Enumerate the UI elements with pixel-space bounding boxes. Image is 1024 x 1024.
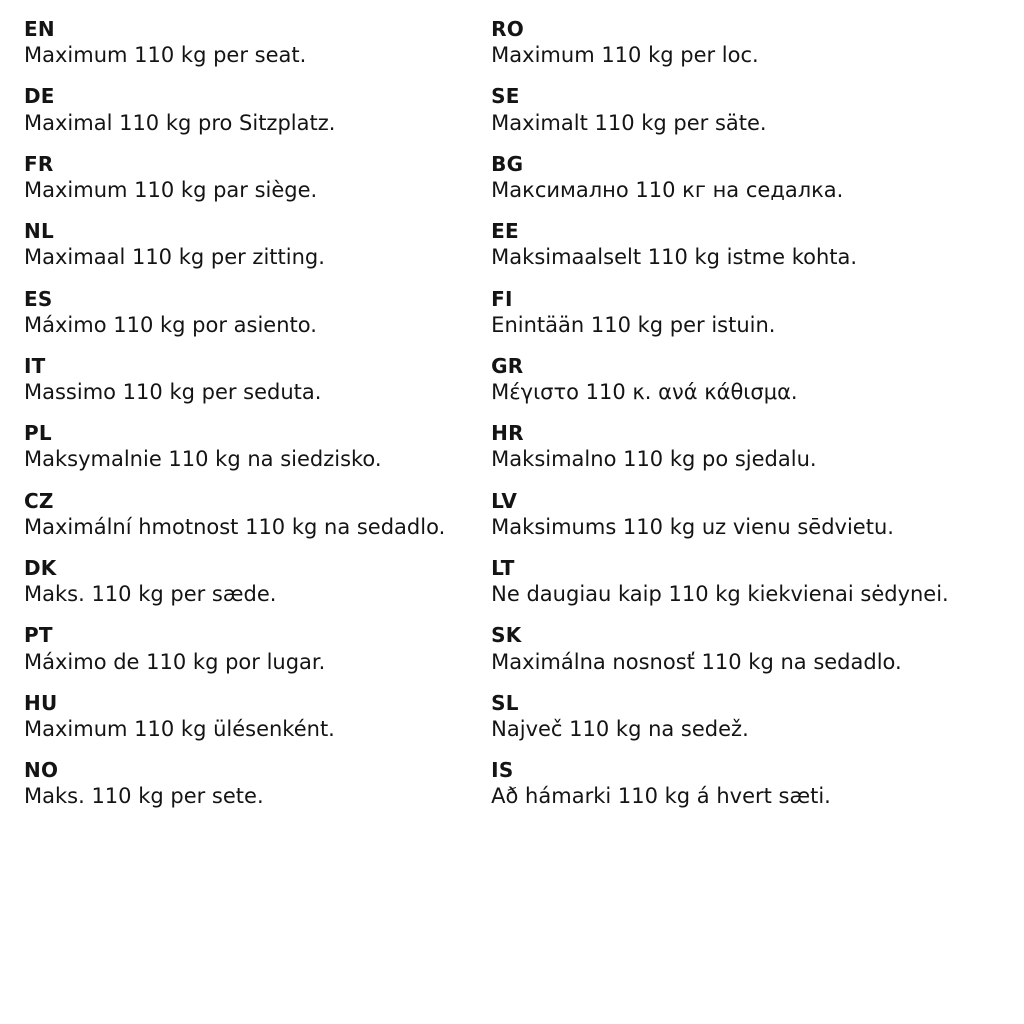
language-text: Maksimalno 110 kg po sjedalu. (491, 447, 817, 472)
language-code: FI (491, 286, 513, 311)
language-entry (491, 557, 1000, 607)
language-entry (491, 624, 1000, 674)
language-entry (24, 692, 485, 742)
language-text: Максимално 110 кг на седалка. (491, 177, 844, 202)
language-code: GR (491, 353, 524, 378)
language-text: Maximum 110 kg ülésenként. (24, 716, 335, 741)
language-text: Enintään 110 kg per istuin. (491, 312, 776, 337)
language-entry (491, 355, 1000, 405)
language-code: NL (24, 219, 54, 244)
language-text: Maks. 110 kg per sete. (24, 784, 264, 809)
language-entry (491, 422, 1000, 472)
language-entry (24, 85, 485, 135)
language-code: BG (491, 151, 524, 176)
language-code: NO (24, 758, 59, 783)
language-text: Maximum 110 kg per loc. (491, 43, 759, 68)
language-code: IS (491, 758, 514, 783)
language-text: Μέγιστο 110 κ. ανά κάθισμα. (491, 380, 798, 405)
language-code: LT (491, 556, 515, 580)
left-column (24, 18, 491, 810)
language-entry (491, 18, 1000, 68)
language-entry (491, 220, 1000, 270)
language-entry (24, 220, 485, 270)
language-code: RO (491, 17, 524, 41)
language-text: Maximální hmotnost 110 kg na sedadlo. (24, 514, 446, 539)
language-text: Maximalt 110 kg per säte. (491, 110, 767, 135)
language-code: SL (491, 690, 519, 715)
language-entry (24, 759, 485, 809)
language-code: HU (24, 690, 58, 715)
language-text: Maximálna nosnosť 110 kg na sedadlo. (491, 649, 902, 674)
language-entry (24, 490, 485, 540)
language-text: Ne daugiau kaip 110 kg kiekvienai sėdynei. (491, 582, 949, 607)
language-code: EE (491, 219, 519, 244)
language-text: Að hámarki 110 kg á hvert sæti. (491, 784, 831, 809)
language-code: HR (491, 421, 524, 446)
language-entry (491, 85, 1000, 135)
language-text: Maximum 110 kg per seat. (24, 43, 307, 68)
language-code: FR (24, 151, 54, 176)
language-entry (24, 624, 485, 674)
language-entry (491, 490, 1000, 540)
language-code: SK (491, 623, 522, 648)
language-code: PL (24, 421, 52, 446)
language-entry (491, 692, 1000, 742)
language-entry (491, 759, 1000, 809)
language-entry (24, 18, 485, 68)
language-text: Máximo de 110 kg por lugar. (24, 649, 326, 674)
language-text: Maksimaalselt 110 kg istme kohta. (491, 245, 858, 270)
language-text: Maximum 110 kg par siège. (24, 177, 318, 202)
language-code: LV (491, 488, 518, 513)
language-code: SE (491, 84, 520, 109)
language-text: Maximaal 110 kg per zitting. (24, 245, 325, 270)
language-entry (24, 422, 485, 472)
language-code: ES (24, 286, 53, 311)
language-code: DE (24, 84, 55, 109)
language-entry (491, 288, 1000, 338)
language-code: EN (24, 17, 55, 41)
language-text: Massimo 110 kg per seduta. (24, 380, 322, 405)
language-text: Maksymalnie 110 kg na siedzisko. (24, 447, 382, 472)
language-text: Maks. 110 kg per sæde. (24, 582, 277, 607)
language-entry (491, 153, 1000, 203)
language-text: Maximal 110 kg pro Sitzplatz. (24, 110, 336, 135)
language-code: DK (24, 556, 57, 580)
language-code: PT (24, 623, 53, 648)
right-column (491, 18, 1000, 810)
language-entry (24, 557, 485, 607)
language-entry (24, 355, 485, 405)
language-text: Največ 110 kg na sedež. (491, 716, 749, 741)
language-text: Máximo 110 kg por asiento. (24, 312, 317, 337)
language-code: CZ (24, 488, 54, 513)
language-code: IT (24, 353, 46, 378)
language-entry (24, 153, 485, 203)
language-text: Maksimums 110 kg uz vienu sēdvietu. (491, 514, 894, 539)
language-entry (24, 288, 485, 338)
